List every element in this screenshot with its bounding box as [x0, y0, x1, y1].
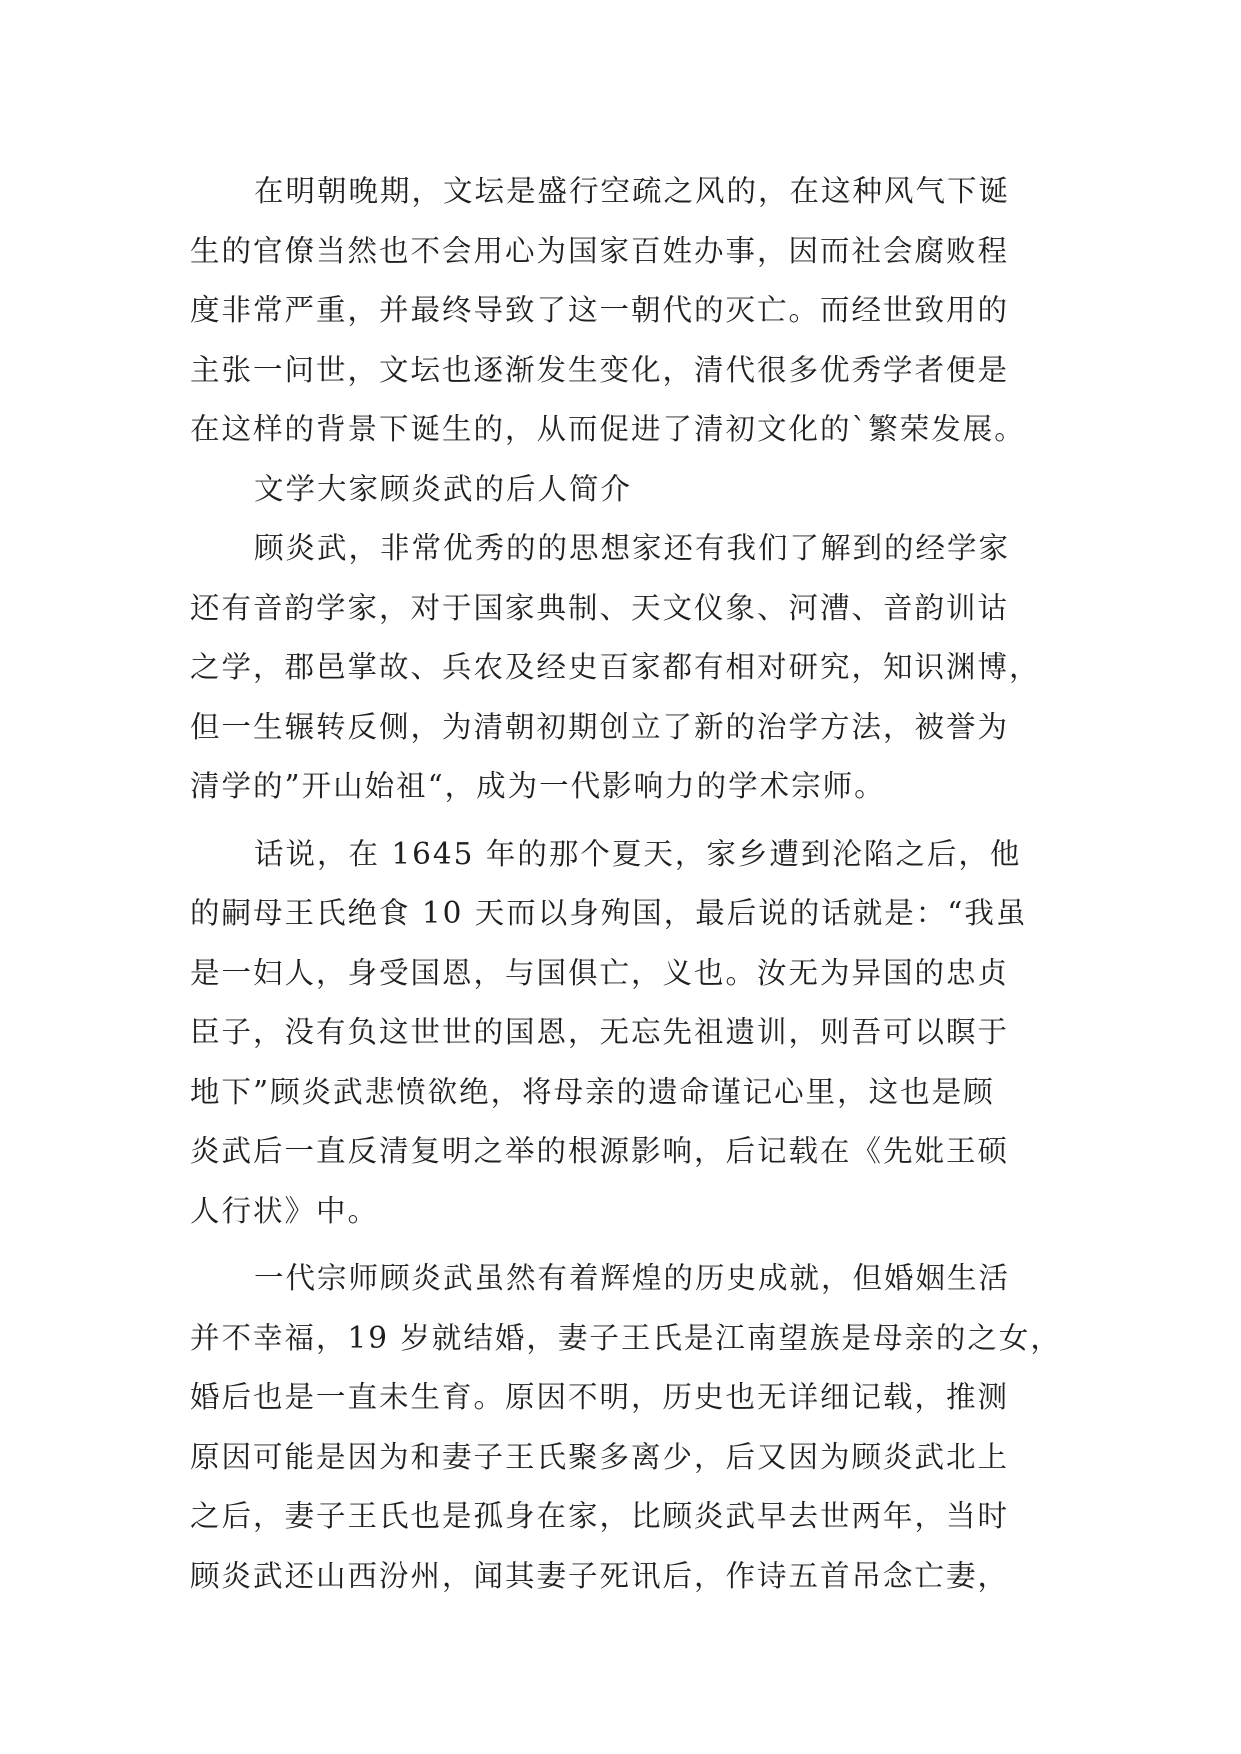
- paragraph-spacer: [190, 817, 1060, 825]
- paragraph-line: 顾炎武，非常优秀的的思想家还有我们了解到的经学家: [254, 531, 1011, 565]
- paragraph-line: 臣子，没有负这世世的国恩，无忘先祖遗训，则吾可以瞑于: [190, 1015, 1010, 1049]
- paragraph-line: 在明朝晚期，文坛是盛行空疏之风的，在这种风气下诞: [254, 174, 1011, 208]
- paragraph-line: 还有音韵学家，对于国家典制、天文仪象、河漕、音韵训诂: [190, 590, 1010, 625]
- section-heading: [190, 460, 1060, 520]
- paragraph-line: 人行状》中。: [190, 1193, 380, 1228]
- paragraph-line: 之学，郡邑掌故、兵农及经史百家都有相对研究，知识渊博，: [190, 650, 1041, 684]
- paragraph-2: [190, 519, 1060, 817]
- document-body: [190, 162, 1060, 1606]
- paragraph-3: [190, 825, 1060, 1242]
- paragraph-line: 生的官僚当然也不会用心为国家百姓办事，因而社会腐败程: [190, 233, 1010, 268]
- paragraph-line: 但一生辗转反侧，为清朝初期创立了新的治学方法，被誉为: [190, 709, 1010, 744]
- paragraph-line: 在这样的背景下诞生的，从而促进了清初文化的`繁荣发展。: [190, 412, 1026, 446]
- paragraph-line: 一代宗师顾炎武虽然有着辉煌的历史成就，但婚姻生活: [254, 1261, 1011, 1295]
- paragraph-line: 原因可能是因为和妻子王氏聚多离少，后又因为顾炎武北上: [190, 1439, 1010, 1474]
- paragraph-line: 是一妇人，身受国恩，与国俱亡，义也。汝无为异国的忠贞: [190, 955, 1010, 990]
- heading-text: 文学大家顾炎武的后人简介: [254, 471, 633, 506]
- paragraph-line: 并不幸福，19 岁就结婚，妻子王氏是江南望族是母亲的之女，: [190, 1320, 1062, 1355]
- paragraph-line: 婚后也是一直未生育。原因不明，历史也无详细记载，推测: [190, 1380, 1010, 1414]
- paragraph-line: 主张一问世，文坛也逐渐发生变化，清代很多优秀学者便是: [190, 352, 1010, 387]
- paragraph-spacer: [190, 1241, 1060, 1249]
- paragraph-line: 顾炎武还山西汾州，闻其妻子死讯后，作诗五首吊念亡妻，: [190, 1558, 1010, 1593]
- paragraph-line: 话说，在 1645 年的那个夏天，家乡遭到沦陷之后，他: [254, 836, 1022, 871]
- paragraph-line: 炎武后一直反清复明之举的根源影响，后记载在《先妣王硕: [190, 1134, 1010, 1168]
- paragraph-line: 之后，妻子王氏也是孤身在家，比顾炎武早去世两年，当时: [190, 1499, 1010, 1533]
- paragraph-line: 的嗣母王氏绝食 10 天而以身殉国，最后说的话就是：“我虽: [190, 896, 1028, 930]
- paragraph-4: [190, 1249, 1060, 1606]
- paragraph-line: 度非常严重，并最终导致了这一朝代的灭亡。而经世致用的: [190, 293, 1010, 327]
- paragraph-1: [190, 162, 1060, 460]
- paragraph-line: 地下”顾炎武悲愤欲绝，将母亲的遗命谨记心里，这也是顾: [190, 1074, 995, 1109]
- paragraph-line: 清学的”开山始祖“，成为一代影响力的学术宗师。: [190, 769, 886, 803]
